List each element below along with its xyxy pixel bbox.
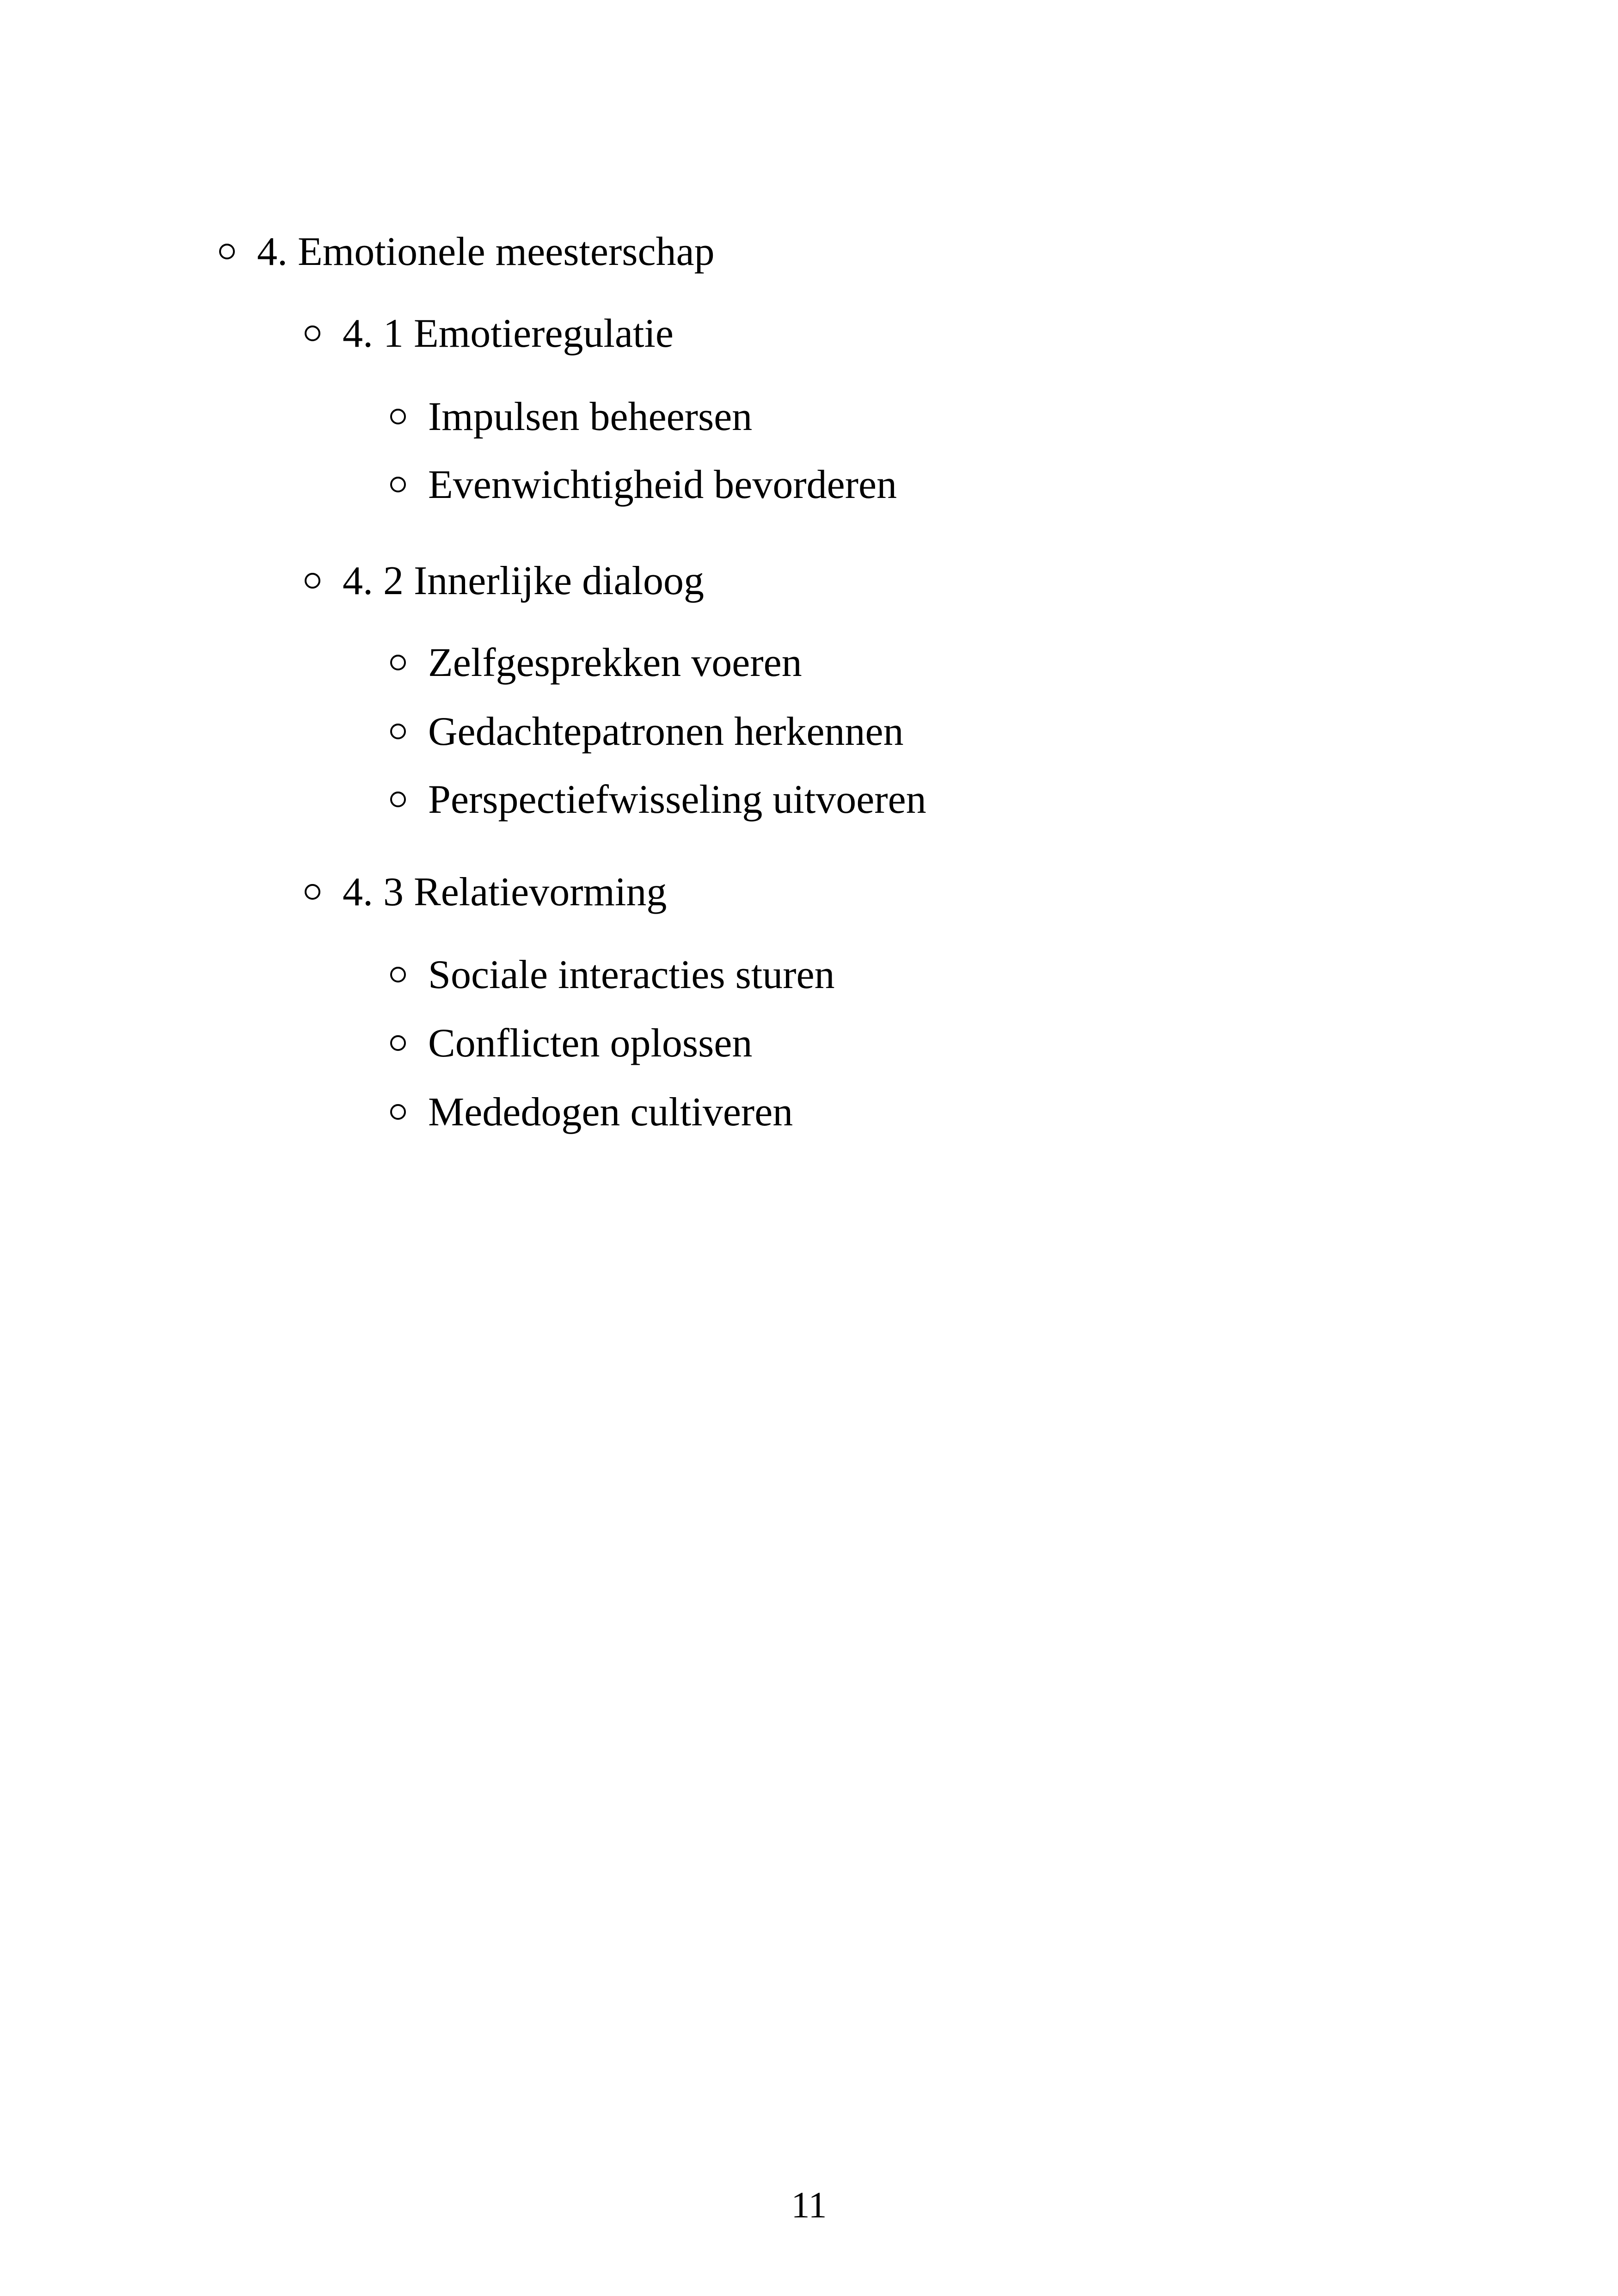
circle-bullet-icon <box>305 325 320 341</box>
circle-bullet-icon <box>390 967 406 982</box>
circle-bullet-icon <box>390 477 406 492</box>
circle-bullet-icon <box>390 792 406 807</box>
list-item-label: Evenwichtigheid bevorderen <box>428 462 897 507</box>
list-item-label: Zelfgesprekken voeren <box>428 640 802 685</box>
list-item-label: Sociale interacties sturen <box>428 952 835 997</box>
list-item-label: Impulsen beheersen <box>428 394 753 439</box>
page-number: 11 <box>791 2185 827 2226</box>
circle-bullet-icon <box>390 1035 406 1051</box>
list-item-label: Conflicten oplossen <box>428 1021 753 1066</box>
list-item-label: 4. 1 Emotieregulatie <box>343 311 674 356</box>
circle-bullet-icon <box>390 409 406 424</box>
list-item-label: Mededogen cultiveren <box>428 1090 793 1135</box>
list-item-label: Gedachtepatronen herkennen <box>428 709 904 754</box>
list-item-label: 4. Emotionele meesterschap <box>257 229 715 274</box>
circle-bullet-icon <box>305 884 320 900</box>
list-item-label: Perspectiefwisseling uitvoeren <box>428 777 926 822</box>
circle-bullet-icon <box>219 244 235 259</box>
circle-bullet-icon <box>390 1104 406 1120</box>
circle-bullet-icon <box>390 655 406 670</box>
circle-bullet-icon <box>390 724 406 739</box>
list-item-label: 4. 3 Relatievorming <box>343 870 667 915</box>
circle-bullet-icon <box>305 573 320 589</box>
list-item-label: 4. 2 Innerlijke dialoog <box>343 559 705 603</box>
